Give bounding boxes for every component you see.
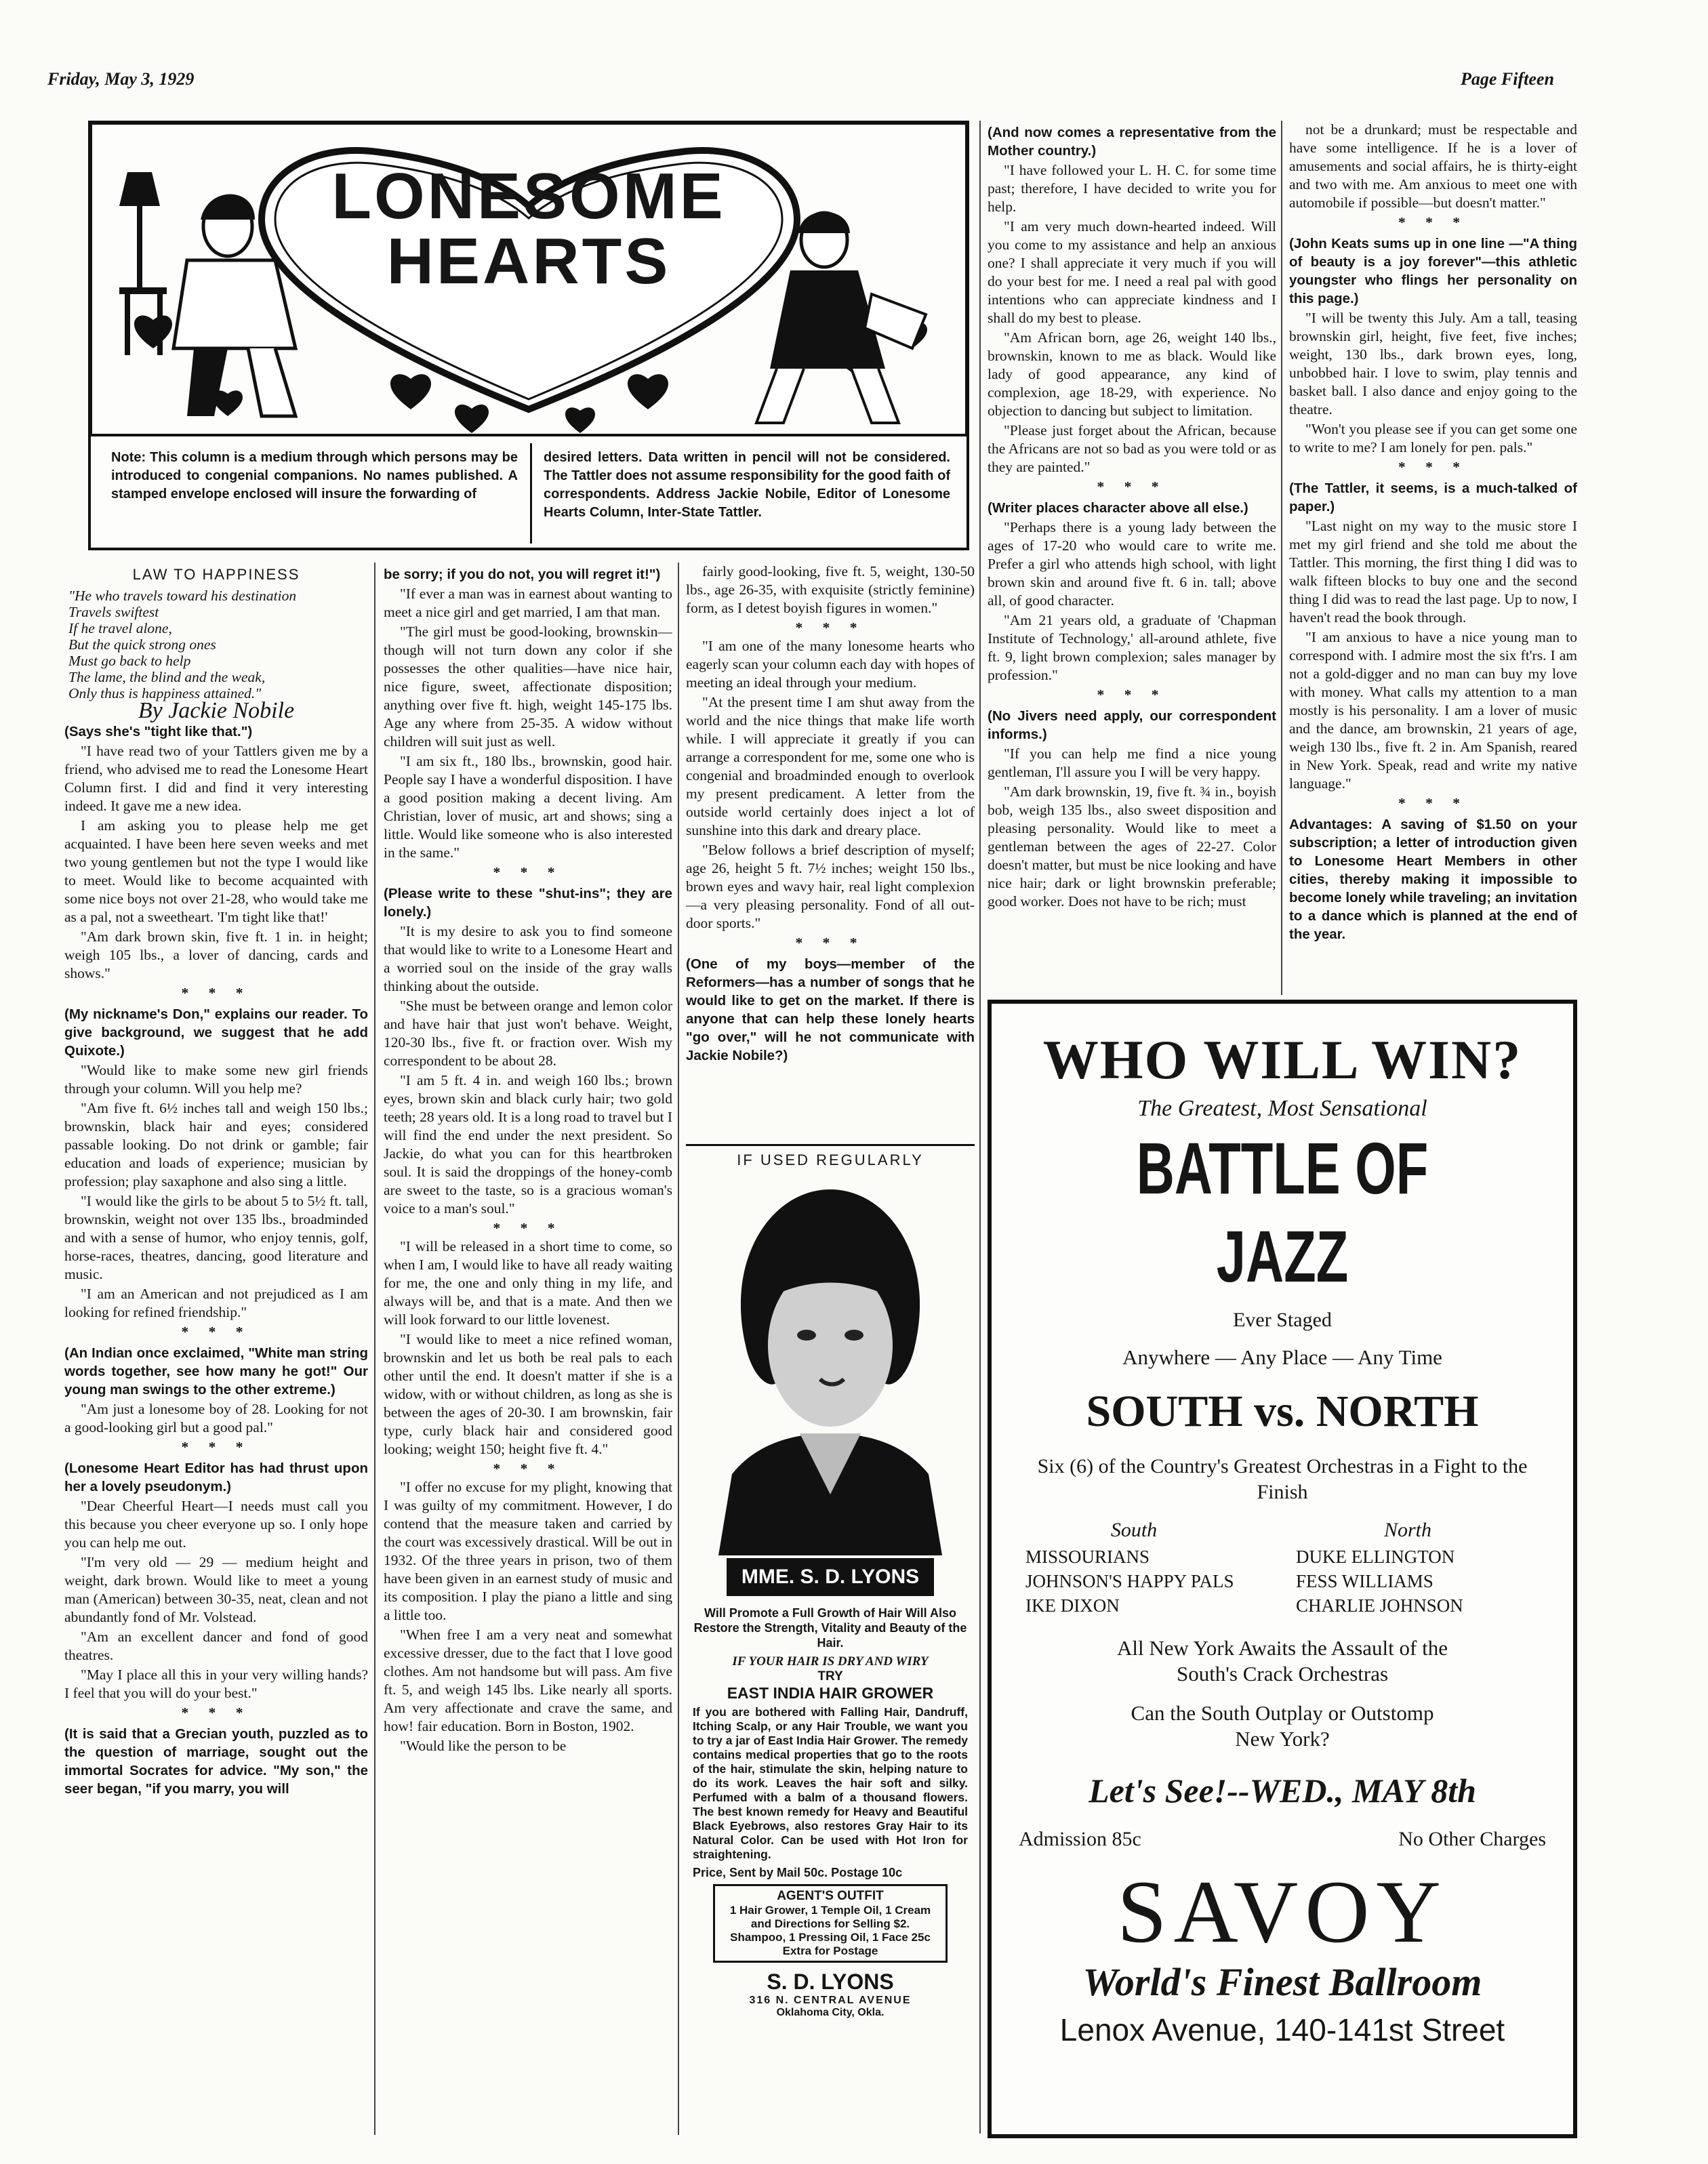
letter-paragraph: "I have read two of your Tattlers given me by a friend, who advised me to read the Lonesome Heart Column first. I did and find it very interesting indeed. It gave me a new idea. (64, 743, 368, 814)
column-1-body (64, 722, 368, 1798)
hair-ad-promise: Will Promote a Full Growth of Hair Will Also Restore the Strength, Vitality and Beauty of the Hair. (693, 1606, 967, 1650)
poem-line: But the quick strong ones (68, 636, 216, 653)
column-3 (686, 563, 975, 1145)
poem-line: Must go back to help (68, 653, 191, 669)
editor-note: (My nickname's Don," explains our reader. To give background, we suggest that he add Quixote.) (64, 1006, 368, 1059)
letter-paragraph: "Perhaps there is a young lady between the ages of 17-20 who would care to write me. Prefer a girl who attends high school, with light brown skin and around five ft. 6 in. tall; above all, of good character. (988, 519, 1276, 609)
savoy-tagline: World's Finest Ballroom (1082, 1960, 1482, 2004)
savoy-address: Lenox Avenue, 140-141st Street (1059, 2012, 1505, 2047)
letter-paragraph: "It is my desire to ask you to find someone that would like to write to a Lonesome Heart and a worried soul on the inside of the gray walls thinking about the outside. (384, 923, 672, 994)
savoy-ad (988, 1000, 1577, 2138)
separator-stars: * * * (1398, 214, 1468, 230)
savoy-date: Let's See!--WED., MAY 8th (1089, 1772, 1476, 1810)
letter-paragraph: "I am six ft., 180 lbs., brownskin, good hair. People say I have a wonderful disposition. I have a good position making a decent living. Am Christian, lover of music, art and shows; sing a little. Would like someone who is also interested in the same." (384, 753, 672, 861)
letter-paragraph: "Dear Cheerful Heart—I needs must call you this because you cheer everyone up so. I only hope you can help me out. (64, 1498, 368, 1551)
editor-note: (Lonesome Heart Editor has had thrust upon her a lovely pseudonym.) (64, 1461, 368, 1494)
letter-paragraph: "Am just a lonesome boy of 28. Looking for not a good-looking girl but a good pal." (64, 1401, 368, 1435)
banner-title-line2: HEARTS (386, 225, 671, 298)
separator-stars: * * * (493, 1461, 563, 1477)
letter-paragraph: "If you can help me find a nice young gentleman, I'll assure you I will be very happy. (988, 746, 1276, 780)
separator-stars: * * * (1097, 687, 1167, 703)
letter-paragraph: fairly good-looking, five ft. 5, weight, 130-50 lbs., age 26-35, with exquisite (strictly feminine) form, as I detest boyish figures in women." (686, 563, 975, 616)
north-band: CHARLIE JOHNSON (1296, 1595, 1463, 1616)
editor-note: (No Jivers need apply, our correspondent informs.) (988, 708, 1276, 742)
poem-line: "He who travels toward his destination (68, 588, 297, 604)
savoy-orchestras (992, 1519, 1573, 1618)
column-2-body (384, 565, 672, 1755)
column-5 (1289, 121, 1577, 995)
hair-ad-price: Price, Sent by Mail 50c. Postage 10c (693, 1866, 903, 1879)
letter-paragraph: "Am dark brown skin, five ft. 1 in. in height; weigh 105 lbs., a lover of dancing, cards and shows." (64, 928, 368, 981)
hair-ad-address2: Oklahoma City, Okla. (776, 2007, 884, 2018)
poem (64, 588, 368, 701)
south-band: IKE DIXON (1025, 1595, 1120, 1616)
editor-note: (Says she's "tight like that.") (64, 724, 253, 739)
letter-paragraph: "I would like to meet a nice refined woman, brownskin and let us both be real pals to each other until the end. It doesn't matter if she is a widow, with or without children, as long as she is between the ages of 20-30. I am brownskin, fair type, curly black hair and considered good looking; weight 150; height five ft. 4." (384, 1331, 672, 1457)
hair-ad-address1: 316 N. CENTRAL AVENUE (749, 1995, 912, 2006)
hair-ad-dry: IF YOUR HAIR IS DRY AND WIRY (732, 1654, 929, 1669)
note-box (88, 434, 969, 550)
savoy-other-charges: No Other Charges (1398, 1828, 1546, 1850)
editor-note: (One of my boys—member of the Reformers—has a number of songs that he would like to get on the market. If there is anyone that can help these lonely hearts "go over," will he not communicate with Jackie Nobile?) (686, 956, 975, 1063)
outfit-body: 1 Hair Grower, 1 Temple Oil, 1 Cream and Directions for Selling $2. Shampoo, 1 Pressing Oil, 1 Face 25c Extra for Postage (729, 1904, 931, 1957)
editor-note: Advantages: A saving of $1.50 on your subscription; a letter of introduction given to Lonesome Heart Members in other cities, thereby making it impossible to become lonely while traveling; an invitation to a dance which is planned at the end of the year. (1289, 817, 1577, 942)
letter-paragraph: "I am 5 ft. 4 in. and weigh 160 lbs.; brown eyes, brown skin and black curly hair; two gold teeth; 28 years old. It is a long road to travel but I will find the end under the next president. So Jackie, do what you can for this heartbroken soul. It is said the droppings of the honey-comb are sweet to the taste, so is a gracious woman's voice to a man's soul." (384, 1072, 672, 1217)
savoy-vs: SOUTH vs. NORTH (1086, 1387, 1479, 1436)
editor-note: (John Keats sums up in one line —"A thing of beauty is a joy forever"—this athletic youngster who flings her personality on this page.) (1289, 236, 1577, 306)
column-1 (64, 563, 368, 2135)
editor-note: (An Indian once exclaimed, "White man string words together, see how many he got!" Our young man swings to the other extreme.) (64, 1345, 368, 1397)
letter-paragraph: "I will be twenty this July. Am a tall, teasing brownskin girl, height, five feet, five inches; weight, 130 lbs., dark brown eyes, long, unbobbed hair. I love to swim, play tennis and basket ball. I also dance and enjoy going to the theatre. (1289, 310, 1577, 417)
banner-title (296, 160, 762, 298)
separator-stars: * * * (493, 1220, 563, 1236)
letter-paragraph: "Below follows a brief description of myself; age 26, height 5 ft. 7½ inches; weight 150 lbs., brown eyes and wavy hair, real light complexion—a very pleasing personality. Fond of all out-door sports." (686, 842, 975, 931)
hair-ad-top: IF USED REGULARLY (737, 1151, 924, 1168)
column-2 (384, 563, 672, 2135)
column-4-body (988, 123, 1276, 911)
separator-stars: * * * (181, 1324, 251, 1340)
letter-paragraph: "Am 21 years old, a graduate of 'Chapman Institute of Technology,' all-around athlete, five ft. 9, light brown complexion; sales manager by profession." (988, 612, 1276, 683)
separator-stars: * * * (181, 1439, 251, 1455)
south-band: JOHNSON'S HAPPY PALS (1025, 1571, 1234, 1591)
separator-stars: * * * (493, 864, 563, 880)
south-label: South (1110, 1519, 1158, 1541)
savoy-anywhere: Anywhere — Any Place — Any Time (1122, 1345, 1442, 1369)
letter-paragraph: "May I place all this in your very willing hands? I feel that you will do your best." (64, 1667, 368, 1701)
column-4 (988, 121, 1276, 995)
savoy-outplay: Can the South Outplay or Outstomp New York? (1131, 1701, 1434, 1751)
letter-paragraph: "At the present time I am shut away from the world and the nice things that make life worth while. I will appreciate it greatly if you can arrange a correspondent for me, some one who is congenial and broadminded enough to overlook my present predicament. A letter from the outside world certainly does inject a lot of sunshine into this dark and dreary place. (686, 694, 975, 838)
north-band: DUKE ELLINGTON (1296, 1547, 1455, 1567)
column-3-body (686, 563, 975, 1065)
letter-paragraph: "Am five ft. 6½ inches tall and weigh 150 lbs.; brownskin, black hair and eyes; considered passable looking. Do not drink or gamble; fair education and loads of experience; musician by profession; play saxaphone and also sing a little. (64, 1100, 368, 1189)
letter-paragraph: "I offer no excuse for my plight, knowing that I was guilty of my commitment. However, I do contend that the measure taken and carried by the court was excessively drastical. Will be out in 1932. Of the three years in prison, two of them have been given in an earnest study of music and its composition. I play the piano a little and sing a little too. (384, 1479, 672, 1623)
column-rule (1281, 121, 1282, 995)
letter-paragraph: "I will be released in a short time to come, so when I am, I would like to have all ready waiting for me, the one and only thing in my life, and always will be, and that is a mate. And then we will look forward to our little lovenest. (384, 1238, 672, 1328)
letter-paragraph: I am asking you to please help me get acquainted. I have been here seven weeks and met two young gentlemen but not the type I would like to meet. Would like to become acquainted with some nice boys not over 21-28, who would take me as a pal, not a sweetheart. 'I'm tight like that!' (64, 817, 368, 925)
letter-paragraph: "Am an excellent dancer and fond of good theatres. (64, 1629, 368, 1663)
separator-stars: * * * (795, 935, 866, 951)
hair-ad-brand: S. D. LYONS (767, 1969, 894, 1994)
savoy-awaits: All New York Awaits the Assault of the South's Crack Orchestras (1117, 1636, 1448, 1686)
letter-paragraph: "Would like to make some new girl friends through your column. Will you help me? (64, 1062, 368, 1097)
south-list (992, 1519, 1282, 1618)
editor-note: (It is said that a Grecian youth, puzzled as to the question of marriage, sought out the immortal Socrates for advice. "My son," the seer began, "if you marry, you will (64, 1726, 368, 1797)
savoy-brand: SAVOY (1117, 1862, 1448, 1961)
editor-note: (Writer places character above all else.) (988, 500, 1248, 516)
letter-paragraph: "I have followed your L. H. C. for some time past; therefore, I have decided to write you for help. (988, 162, 1276, 215)
letter-paragraph: "I'm very old — 29 — medium height and weight, dark brown. Would like to meet a young man (American) between 30-35, neat, clean and not abundantly fond of Mr. Volstead. (64, 1554, 368, 1625)
hair-grower-ad (686, 1144, 975, 2137)
savoy-headline: WHO WILL WIN? (1042, 1029, 1522, 1090)
editor-note: be sorry; if you do not, you will regret it!") (384, 567, 661, 582)
portrait-nameplate: MME. S. D. LYONS (727, 1558, 934, 1596)
editor-note: (Please write to these "shut-ins"; they are lonely.) (384, 886, 672, 920)
letter-paragraph: "I am very much down-hearted indeed. Will you come to my assistance and help an anxious one? I shall appreciate it very much if you will do your best for me. I need a real pal with good intentions who can appreciate kindness and I shall do my best to please. (988, 218, 1276, 326)
hair-ad-product: EAST INDIA HAIR GROWER (727, 1684, 934, 1702)
note-left: Note: This column is a medium through which persons may be introduced to congenial companions. No names published. A stamped envelope enclosed will insure the forwarding of (111, 450, 518, 502)
column-5-body (1289, 121, 1577, 943)
outfit-title: AGENT'S OUTFIT (777, 1889, 884, 1903)
poem-line: The lame, the blind and the weak, (68, 669, 266, 685)
editor-note: (And now comes a representative from the Mother country.) (988, 125, 1276, 159)
letter-paragraph: "I am anxious to have a nice young man to correspond with. I admire most the six ft'rs. I am not a gold-digger and no man can buy my love with money. What calls my attention to a man mostly is his personality. I am a lover of music and the dance, am brownskin, 21 years of age, weigh 130 lbs., five ft. 2 in. Am Spanish, reared in New York. Speak, read and write my native language." (1289, 629, 1577, 792)
savoy-admission-row (1019, 1828, 1546, 1851)
letter-paragraph: "Am African born, age 26, weight 140 lbs., brownskin, known to me as black. Would like lady of good appearance, any kind of complexion, age 18-29, with experience. No objection to dancing but subject to limitation. (988, 329, 1276, 419)
law-heading: LAW TO HAPPINESS (132, 566, 300, 583)
column-rule (374, 563, 375, 2135)
poem-line: Only thus is happiness attained." (68, 685, 262, 701)
note-divider (530, 443, 532, 544)
letter-paragraph: "She must be between orange and lemon color and have hair that just won't behave. Weight, 120-30 lbs., five ft. or fraction over. Wish my correspondent to be about 28. (384, 998, 672, 1069)
page-date: Friday, May 3, 1929 (47, 69, 195, 89)
portrait-illustration (718, 1176, 942, 1555)
letter-paragraph: "The girl must be good-looking, brownskin—though will not turn down any color if she possesses the other qualities—have nice hair, nice figure, sweet, affectionate disposition; anything over five ft. high, weight 145-175 lbs. Age any where from 25-35. A widow without children will suit just as well. (384, 624, 672, 750)
north-band: FESS WILLIAMS (1296, 1571, 1434, 1591)
separator-stars: * * * (1398, 459, 1468, 475)
north-label: North (1383, 1519, 1432, 1541)
letter-paragraph: "I would like the girls to be about 5 to 5½ ft. tall, brownskin, weight not over 135 lbs., broadminded and with a sense of humor, who enjoy tennis, golf, horse-races, theatres, dancing, good literature and music. (64, 1193, 368, 1282)
separator-stars: * * * (1097, 478, 1167, 495)
note-right: desired letters. Data written in pencil will not be considered. The Tattler does not assume responsibility for the good faith of correspondents. Address Jackie Nobile, Editor of Lonesome Hearts Column, Inter-State Tattler. (544, 450, 950, 520)
letter-paragraph: "Please just forget about the African, because the Africans are not so bad as you were told or as they are painted." (988, 422, 1276, 475)
letter-paragraph: "Won't you please see if you can get some one to write to me? I am lonely for pen. pals." (1289, 421, 1577, 455)
savoy-admission: Admission 85c (1019, 1828, 1141, 1850)
column-rule (678, 563, 679, 2135)
separator-stars: * * * (795, 619, 866, 636)
letter-paragraph: "Would like the person to be (400, 1738, 567, 1754)
letter-paragraph: "Last night on my way to the music store I met my girl friend and she told me about the Tattler. This morning, the first thing I did was to walk fifteen blocks to buy one and the second thing I did was to read the last page. Up to now, I haven't read the book through. (1289, 518, 1577, 626)
separator-stars: * * * (181, 985, 251, 1001)
separator-stars: * * * (181, 1704, 251, 1721)
savoy-six-orchestras: Six (6) of the Country's Greatest Orchestras in a Fight to the Finish (1037, 1455, 1528, 1503)
north-list (1282, 1519, 1573, 1618)
poem-line: Travels swiftest (68, 604, 159, 620)
hair-ad-body: If you are bothered with Falling Hair, Dandruff, Itching Scalp, or any Hair Trouble, we want you to try a jar of East India Hair Grower. The remedy contains medical properties that go to the roots of the hair, stimulate the skin, helping nature to do its work. Leaves the hair soft and silky. Perfumed with a balm of a thousand flowers. The best known remedy for Heavy and Beautiful Black Eyebrows, also restores Gray Hair to its Natural Color. Can be used with Hot Iron for straightening. (693, 1705, 968, 1861)
agents-outfit-box (713, 1884, 948, 1963)
savoy-staged: Ever Staged (1233, 1309, 1332, 1331)
banner-frame (88, 121, 969, 445)
letter-paragraph: "I am an American and not prejudiced as I am looking for refined friendship." (64, 1286, 368, 1320)
editor-note: (The Tattler, it seems, is a much-talked of paper.) (1289, 481, 1577, 514)
letter-paragraph: "When free I am a very neat and somewhat excessive dresser, due to the fact that I love good clothes. Am not handsome but will pass. Am five ft. 5, and weigh 145 lbs. Like nearly all sports. Am very affectionate and crave the same, and how! fair education. Born in Boston, 1902. (384, 1627, 672, 1734)
separator-stars: * * * (1398, 795, 1468, 811)
letter-paragraph: "I am one of the many lonesome hearts who eagerly scan your column each day with hopes of meeting an ideal through your medium. (686, 638, 975, 691)
savoy-battle: BATTLE OF JAZZ (1136, 1127, 1429, 1297)
savoy-subhead: The Greatest, Most Sensational (1137, 1096, 1427, 1121)
banner-title-line1: LONESOME (331, 160, 726, 232)
page-number: Page Fifteen (1461, 69, 1554, 89)
hair-ad-try: TRY (817, 1669, 843, 1683)
letter-paragraph: not be a drunkard; must be respectable and have some intelligence. If he is a lover of amusements and social affairs, he is thirty-eight and two with me. Am anxious to meet one with automobile if possible—but doesn't matter." (1289, 121, 1577, 211)
byline: By Jackie Nobile (138, 698, 295, 723)
letter-paragraph: "Am dark brownskin, 19, five ft. ¾ in., boyish bob, weigh 135 lbs., also sweet disposition and pleasing personality. Would like to meet a gentleman between the ages of 22-27. Color doesn't matter, but must be nice looking and have nice hair; dark or light brownskin preferable; good worker. Does not have to be rich; must (988, 783, 1276, 910)
poem-line: If he travel alone, (68, 620, 172, 636)
south-band: MISSOURIANS (1025, 1547, 1150, 1567)
column-rule (979, 121, 981, 2134)
letter-paragraph: "If ever a man was in earnest about wanting to meet a nice girl and get married, I am that man. (384, 586, 672, 620)
